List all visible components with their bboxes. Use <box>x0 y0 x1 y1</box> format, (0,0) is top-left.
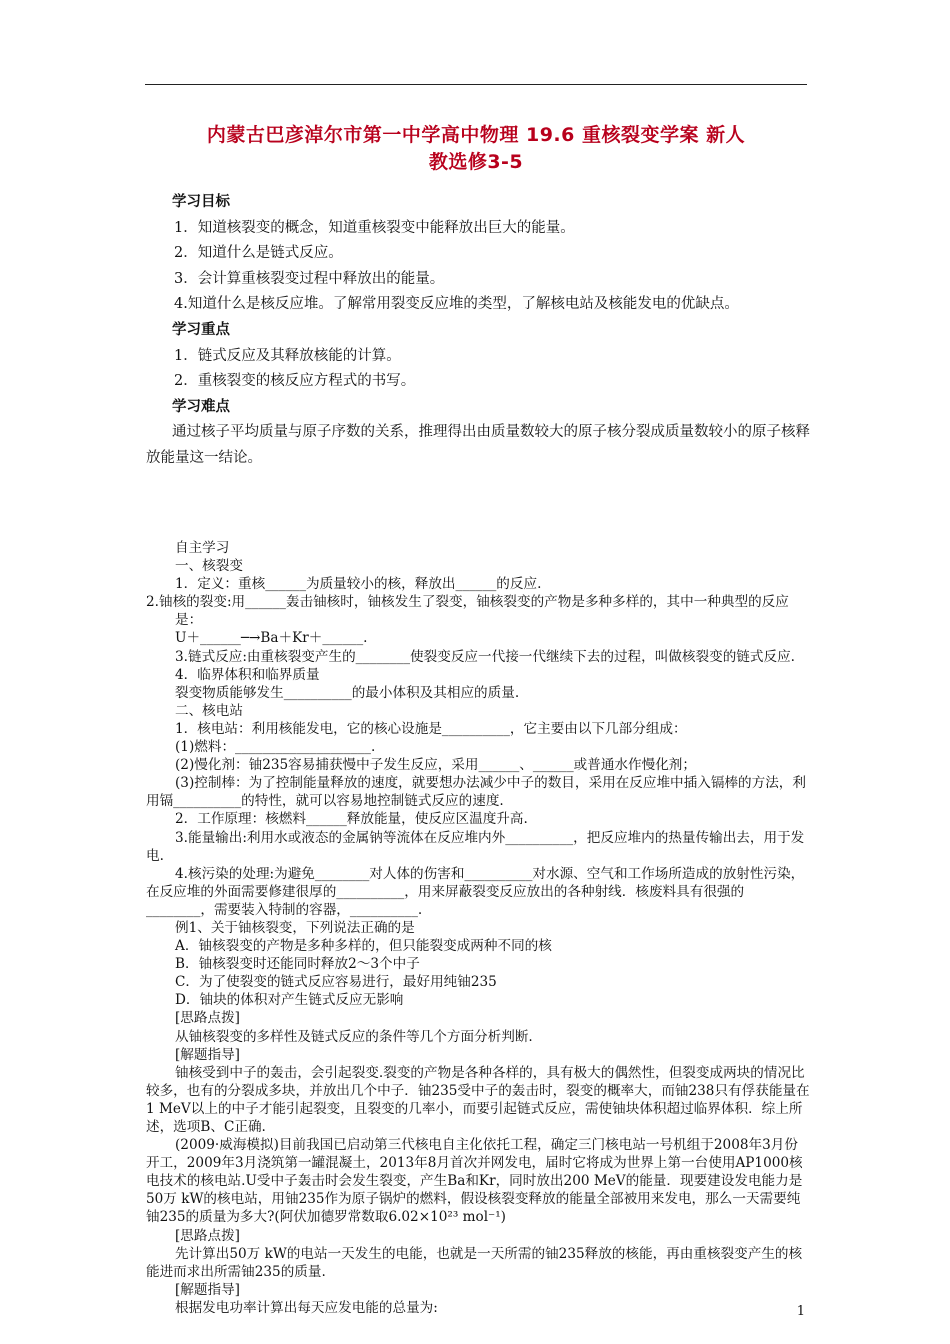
goal-item: 1．知道核裂变的概念，知道重核裂变中能释放出巨大的能量。 <box>174 219 575 236</box>
option-c: C．为了使裂变的链式反应容易进行，最好用纯铀235 <box>175 974 497 991</box>
body-paragraph: 2.铀核的裂变:用______轰击铀核时，铀核发生了裂变，铀核裂变的产物是多种多样的，其中一种典型的反应是： <box>146 594 789 629</box>
body-line: 裂变物质能够发生__________的最小体积及其相应的质量. <box>175 684 520 701</box>
body-paragraph: 先计算出50万 kW的电站一天发生的电能，也就是一天所需的铀235释放的核能，再由重核裂变产生的核能进而求出所需铀235的质量. <box>146 1245 803 1280</box>
option-b: B．铀核裂变时还能同时释放2～3个中子 <box>175 956 420 973</box>
hint-label: [思路点拨] <box>175 1227 240 1244</box>
goal-item: 2．知道什么是链式反应。 <box>174 245 343 262</box>
option-d: D．铀块的体积对产生链式反应无影响 <box>175 992 404 1009</box>
page-number: 1 <box>796 1304 805 1319</box>
key-point-item: 2．重核裂变的核反应方程式的书写。 <box>174 373 416 390</box>
body-paragraph: 3.能量输出:利用水或液态的金属钠等流体在反应堆内外__________，把反应堆内的热量传输出去，用于发电. <box>146 829 805 864</box>
body-line: 根据发电功率计算出每天应发电能的总量为: <box>175 1299 438 1316</box>
body-line: (2)慢化剂：铀235容易捕获慢中子发生反应，采用______、______或普通水作慢化剂； <box>175 757 696 774</box>
body-line: 4．临界体积和临界质量 <box>175 666 320 683</box>
body-line: 1．核电站：利用核能发电，它的核心设施是__________，它主要由以下几部分组成： <box>175 720 687 737</box>
guide-label: [解题指导] <box>175 1046 240 1063</box>
body-line: 从铀核裂变的多样性及链式反应的条件等几个方面分析判断. <box>175 1028 533 1045</box>
hint-label: [思路点拨] <box>175 1010 240 1027</box>
body-paragraph: 铀核受到中子的轰击，会引起裂变.裂变的产物是各种各样的，具有极大的偶然性，但裂变成两块的情况比较多，也有的分裂成多块，并放出几个中子．铀235受中子的轰击时，裂变的概率大，而铀238只有俘获能量在1 MeV以上的中子才能引起裂变，且裂变的几率小，而要引起链式反应，需使铀块体积超过临界体积．综上所述，选项B、C正确. <box>146 1064 810 1135</box>
objectives-section <box>146 190 812 472</box>
body-line: 2．工作原理：核燃料______释放能量，使反应区温度升高. <box>175 811 528 828</box>
body-paragraph: (2009·威海模拟)目前我国已启动第三代核电自主化依托工程，确定三门核电站一号机组于2008年3月份开工，2009年3月浇筑第一罐混凝土，2013年8月首次并网发电，届时它将成为世界上第一台使用AP1000核电技术的核电站.U受中子轰击时会发生裂变，产生Ba和Kr，同时放出200 MeV的能量．现要建设发电能力是50万 kW的核电站，用铀235作为原子锅炉的燃料，假设核裂变释放的能量全部被用来发电，那么一天需要纯铀235的质量为多大?(阿伏加德罗常数取6.02×10²³ mol⁻¹) <box>146 1137 803 1226</box>
section-heading: 二、核电站 <box>175 702 243 719</box>
option-a: A．铀核裂变的产物是多种多样的，但只能裂变成两种不同的核 <box>175 938 552 955</box>
document-title <box>170 122 782 176</box>
body-line: (1)燃料：____________________. <box>175 739 376 756</box>
body-paragraph: 3.链式反应:由重核裂变产生的________使裂变反应一代接一代继续下去的过程，叫做核裂变的链式反应. <box>175 648 795 665</box>
section-heading: 一、核裂变 <box>175 558 243 575</box>
body-paragraph: 4.核污染的处理:为避免________对人体的伤害和__________对水源、空气和工作场所造成的放射性污染，在反应堆的外面需要修建很厚的__________，用来屏蔽裂变反应放出的各种射线．核废料具有很强的________，需要装入特制的容器，__________. <box>146 865 805 918</box>
body-line: 1．定义：重核______为质量较小的核，释放出______的反应. <box>175 576 542 593</box>
section-label: 自主学习 <box>175 540 230 556</box>
learning-goals-heading: 学习目标 <box>172 194 230 210</box>
goal-item: 4.知道什么是核反应堆。了解常用裂变反应堆的类型，了解核电站及核能发电的优缺点。 <box>174 296 739 313</box>
difficult-points-text: 通过核子平均质量与原子序数的关系，推理得出由质量数较大的原子核分裂成质量数较小的原子核释放能量这一结论。 <box>146 424 810 466</box>
goal-item: 3．会计算重核裂变过程中释放出的能量。 <box>174 270 445 287</box>
example-question: 例1、关于铀核裂变，下列说法正确的是 <box>175 919 415 936</box>
title-line-1: 内蒙古巴彦淖尔市第一中学高中物理 19.6 重核裂变学案 新人 <box>206 124 746 146</box>
title-line-2: 教选修3-5 <box>428 151 524 173</box>
body-paragraph: (3)控制棒：为了控制能量释放的速度，就要想办法减少中子的数目，采用在反应堆中插入镉棒的方法，利用镉__________的特性，就可以容易地控制链式反应的速度. <box>146 775 806 810</box>
guide-label: [解题指导] <box>175 1281 240 1298</box>
key-points-heading: 学习重点 <box>172 321 230 338</box>
difficult-points-heading: 学习难点 <box>172 398 230 415</box>
top-rule <box>145 84 807 85</box>
reaction-equation: U＋______─→Ba＋Kr＋______. <box>175 630 368 647</box>
main-body <box>146 539 811 1317</box>
key-point-item: 1．链式反应及其释放核能的计算。 <box>174 347 401 364</box>
